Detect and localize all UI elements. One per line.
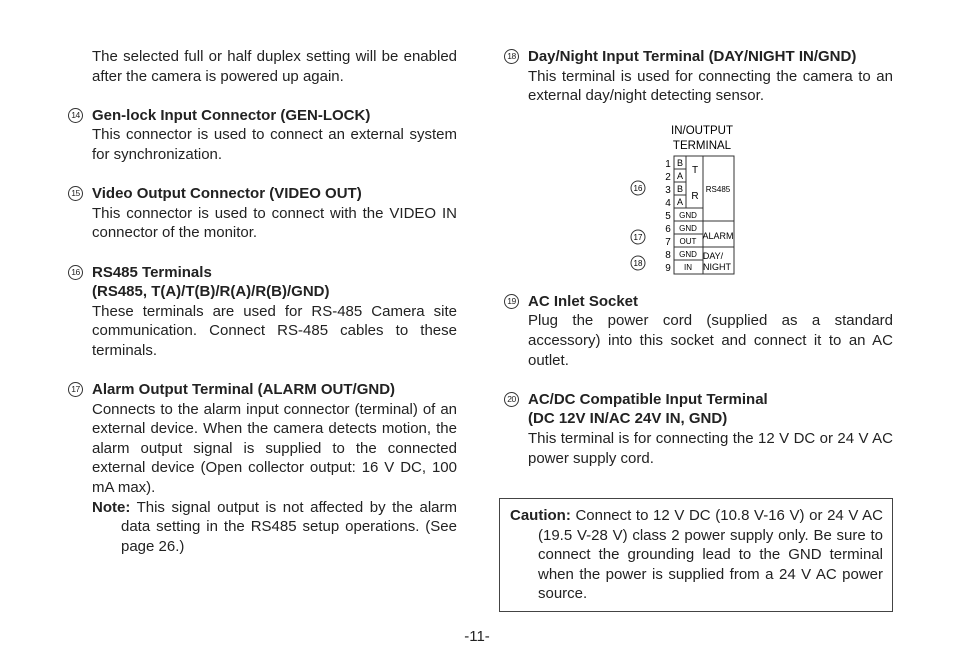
item-heading: RS485 Terminals	[92, 263, 212, 281]
alarm-label: ALARM	[702, 231, 734, 241]
diagram-callouts	[631, 181, 645, 270]
item-body: This terminal is used for connecting the camera to an external day/night detecting sensor.	[528, 67, 893, 105]
item-number-badge: 16	[68, 265, 83, 280]
item-body: This connector is used to connect an external system for synchronization.	[92, 126, 457, 163]
terminal-diagram-svg	[628, 120, 748, 280]
day-label: DAY/	[702, 251, 724, 261]
group-label-r: R	[691, 191, 699, 202]
terminal-diagram	[628, 120, 748, 280]
pin-number: 4	[665, 198, 671, 209]
left-column	[68, 47, 457, 576]
item-body: Plug the power cord (supplied as a standard accessory) into this socket and connect it to an AC outlet.	[528, 312, 893, 369]
item-heading: Alarm Output Terminal (ALARM OUT/GND)	[92, 381, 396, 399]
item-body: Connects to the alarm input connector (terminal) of an external device. When the camera detects motion, the alarm output signal is supplied to the connected external device (Open collector output: 16 V DC, 100 mA max).	[92, 400, 457, 497]
pin-number: 3	[665, 185, 671, 196]
item-number-badge: 17	[68, 382, 83, 397]
caution-label: Caution:	[510, 507, 571, 524]
pin-label: GND	[679, 211, 697, 220]
item-number-badge: 20	[504, 392, 519, 407]
diagram-title-line1: IN/OUTPUT	[671, 125, 733, 137]
note-label: Note:	[92, 498, 131, 516]
item-number-badge: 15	[68, 186, 83, 201]
item-acdc-input	[504, 390, 893, 468]
intro-paragraph: The selected full or half duplex setting will be enabled after the camera is powered up again.	[92, 48, 457, 85]
callout-number: 17	[633, 233, 643, 242]
caution-text: Connect to 12 V DC (10.8 V-16 V) or 24 V AC (19.5 V-28 V) class 2 power supply only. Be sure to connect the grounding lead to the GND terminal when the power is supplied from a 24 V AC power source.	[538, 507, 883, 603]
pin-number: 2	[665, 172, 671, 183]
pin-label: A	[676, 197, 684, 207]
item-body: This terminal is for connecting the 12 V DC or 24 V AC power supply cord.	[528, 429, 893, 467]
item-heading: Gen-lock Input Connector (GEN-LOCK)	[92, 106, 371, 124]
night-label: NIGHT	[703, 262, 731, 272]
pin-label: GND	[679, 250, 697, 259]
diagram-title-line2: TERMINAL	[672, 140, 732, 152]
pin-label: A	[676, 171, 684, 181]
item-number-badge: 19	[504, 294, 519, 309]
item-heading: AC/DC Compatible Input Terminal	[528, 390, 768, 408]
pin-number: 9	[665, 263, 671, 274]
pin-label: B	[676, 184, 684, 194]
item-heading-line2: (RS485, T(A)/T(B)/R(A)/R(B)/GND)	[92, 283, 330, 301]
item-heading: Day/Night Input Terminal (DAY/NIGHT IN/GND)	[528, 48, 857, 65]
item-heading: AC Inlet Socket	[528, 292, 639, 310]
caution-box	[499, 498, 893, 612]
page-number: -11-	[464, 628, 490, 645]
pin-numbers	[665, 159, 671, 274]
pin-number: 6	[665, 224, 671, 235]
callout-number: 18	[633, 259, 643, 268]
item-heading: Video Output Connector (VIDEO OUT)	[92, 185, 362, 203]
pin-number: 1	[665, 159, 671, 170]
group-label-t: T	[691, 165, 699, 176]
item-body: This connector is used to connect with the VIDEO IN connector of the monitor.	[92, 204, 457, 242]
item-alarm-out	[68, 380, 457, 556]
pin-label: GND	[679, 224, 697, 233]
pin-label: B	[676, 158, 684, 168]
pin-number: 8	[665, 250, 671, 261]
item-number-badge: 14	[68, 108, 83, 123]
pin-label: IN	[684, 263, 692, 272]
item-ac-inlet	[504, 292, 893, 370]
item-video-out	[68, 184, 457, 243]
item-gen-lock	[68, 106, 457, 165]
item-body: These terminals are used for RS-485 Camera site communication. Connect RS-485 cables to these terminals.	[92, 302, 457, 359]
pin-number: 5	[665, 211, 671, 222]
item-heading-line2: (DC 12V IN/AC 24V IN, GND)	[528, 410, 728, 428]
caution-text-block	[510, 506, 883, 604]
rs485-label: RS485	[705, 185, 731, 194]
pin-number: 7	[665, 237, 671, 248]
note-text: This signal output is not affected by the alarm data setting in the RS485 setup operations. (See page 26.)	[121, 498, 457, 555]
pin-label: OUT	[679, 237, 697, 246]
note	[92, 498, 457, 557]
item-number-badge: 18	[504, 49, 519, 64]
callout-number: 16	[633, 184, 643, 193]
item-rs485	[68, 263, 457, 361]
item-day-night	[504, 47, 893, 106]
